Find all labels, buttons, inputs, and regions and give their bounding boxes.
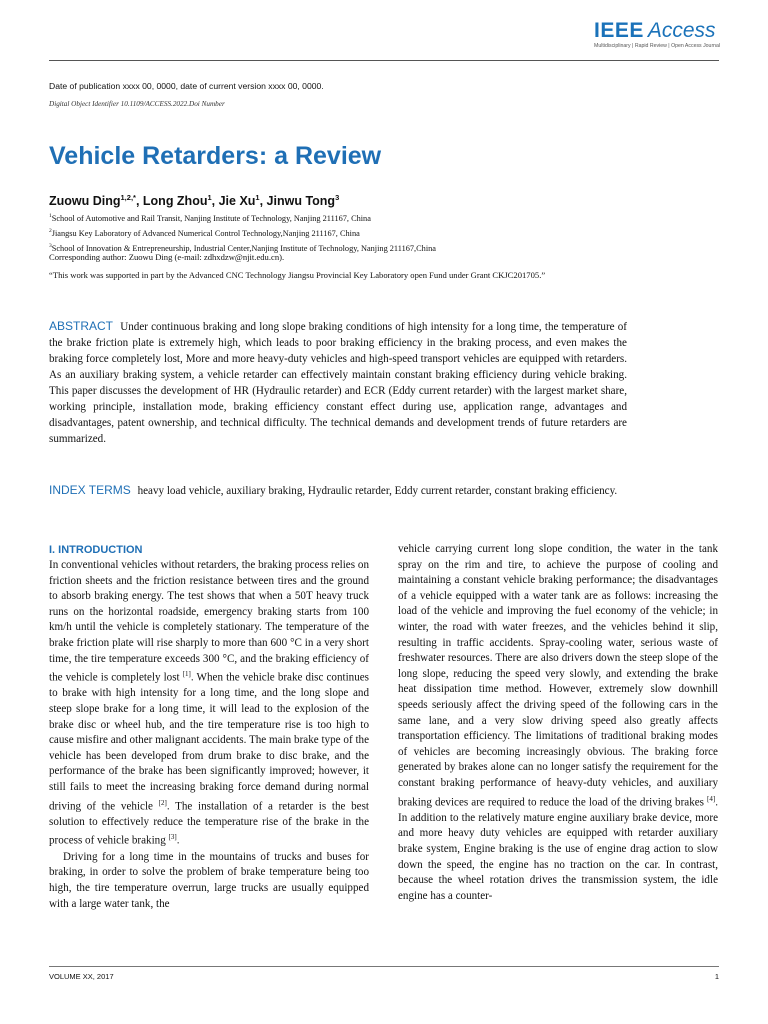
abstract-heading: ABSTRACT <box>49 319 114 333</box>
affiliation-text: School of Automotive and Rail Transit, Nanjing Institute of Technology, Nanjing 211167, China <box>51 213 371 223</box>
corresponding-author: Corresponding author: Zuowu Ding (e-mail: zdhxdzw@njit.edu.cn). <box>49 252 285 262</box>
author-affiliation-mark: 1 <box>207 193 212 202</box>
paragraph <box>398 542 718 904</box>
abstract-text: Under continuous braking and long slope braking conditions of high intensity for a long time, the temperature of the brake friction plate is extremely high, which leads to poor braking efficiency in the braking process, and even makes the braking force completely lost, More and more heavy-duty vehicles and high-speed transport vehicles are equipped with retarders. As an auxiliary braking system, a vehicle retarder can effectively maintain constant braking efficiency during vehicle braking. This paper discusses the development of HR (Hydraulic retarder) and ECR (Eddy current retarder) with the largest market share, working principle, installation mode, braking efficiency constant effect during use, application range, advantages and disadvantages, patent ownership, and technical difficulty. The technical demands and development trends of future retarders are summarized. <box>49 321 628 445</box>
index-terms-heading: INDEX TERMS <box>49 483 131 497</box>
author-list: Zuowu Ding$^{1,2,*}$, Long Zhou$^1$, Jie Xu$^1$, Jinwu Tong$^3$ <box>49 193 340 209</box>
author-affiliation-mark: 1,2,* <box>120 193 136 202</box>
logo-tagline: Multidisciplinary | Rapid Review | Open Access Journal <box>594 43 721 49</box>
header-divider <box>49 60 719 61</box>
citation-link[interactable]: [4] <box>707 794 716 803</box>
paragraph-text: vehicle carrying current long slope condition, the water in the tank spray on the rim and tire, to achieve the purpose of cooling and maintaining a constant vehicle braking performance; the disadvantages of a vehicle equipped with a water tank are as follows: increasing the load of the vehicle and improving the fuel economy of the vehicle; in winter, the road with water freezes, and the vehicles behind it slip, resulting in traffic accidents. Spray-cooling water, serious waste of freshwater resources. There are also drivers down the steep slope of the long slope, reducing the speed very slowly, and extending the brake heat dissipation time method. However, extremely slow downhill speeds seriously affect the driving speed of the following cars in the same lane, and a very slow driving speed also greatly affects transportation efficiency. The limitations of traditional braking modes of vehicles are becoming increasingly obvious. The braking force generated by brakes alone can no longer satisfy the requirement for the constant braking performance of heavy-duty vehicles, and auxiliary braking devices are required to reduce the load of the driving brakes <box>398 543 718 809</box>
paragraph-text: . When the vehicle brake disc continues to brake with high intensity for a long time, and the long slope and steep slope brake for a long time, it will lead to the explosion of the brake disc or wheel hub, and the tire temperature rise is too high to cause misfire and other malignant accidents. The main brake type of the vehicle has been developed from drum brake to disc brake, and the performance of the brake has been significantly improved; however, it still fails to meet the increasing braking force demand during normal driving of the vehicle <box>49 671 369 813</box>
affiliation-mark: 1 <box>49 213 52 219</box>
logo-access-text: Access <box>647 19 716 42</box>
author-affiliation-mark: 1 <box>255 193 260 202</box>
logo-ieee-text: IEEE <box>594 19 644 42</box>
author-name: Jinwu Tong <box>266 194 336 209</box>
affiliation-text: School of Innovation & Entrepreneurship, Industrial Center,Nanjing Institute of Technology, Nanjing 211167,China <box>51 243 436 253</box>
author-name: Long Zhou <box>142 194 208 209</box>
body-column-left <box>49 558 369 912</box>
journal-logo <box>594 20 724 54</box>
citation-link[interactable]: [3] <box>168 833 177 842</box>
section-heading: I. INTRODUCTION <box>49 544 143 556</box>
paper-title: Vehicle Retarders: a Review <box>49 142 382 170</box>
citation-link[interactable]: [1] <box>182 670 191 679</box>
index-terms-text: heavy load vehicle, auxiliary braking, Hydraulic retarder, Eddy current retarder, constant braking efficiency. <box>137 485 618 497</box>
citation-link[interactable]: [2] <box>158 798 167 807</box>
affiliation-mark: 3 <box>49 242 52 249</box>
funding-note: “This work was supported in part by the Advanced CNC Technology Jiangsu Provincial Key Laboratory open Fund under Grant CKJC201705.” <box>49 270 546 280</box>
paragraph: Driving for a long time in the mountains of trucks and buses for braking, in order to solve the problem of brake temperature being too high, the tire temperature overrun, large trucks are usually equipped with a large water tank, the <box>49 850 369 910</box>
publication-date: Date of publication xxxx 00, 0000, date of current version xxxx 00, 0000. <box>49 81 324 91</box>
paragraph-text: . In addition to the relatively mature engine auxiliary brake device, more and more heavy duty vehicles are equipped with retarder auxiliary brake system, Engine braking is the use of engine drag action to slow down the speed, the engine has no traction on the car. In contrast, because the wheel rotation drives the transmission system, the idle engine has a counter- <box>398 796 718 902</box>
paragraph-text: . The installation of a retarder is the best solution to effectively reduce the temperature rise of the brake in the process of vehicle braking <box>49 800 370 848</box>
paragraph-text: In conventional vehicles without retarders, the braking process relies on friction sheets and the friction resistance between tires and the ground to absorb braking energy. The test shows that when a 50T heavy truck runs on the horizontal roadside, emergency braking starts from 100 km/h until the vehicle is completely stationary. The temperature of the brake friction plate will rise sharply to more than 600 °C in a very short time, the tire temperature exceeds 300 °C, and the braking efficiency of the vehicle is completely lost <box>49 559 369 684</box>
body-column-right <box>398 542 718 904</box>
affiliation-list <box>49 210 436 254</box>
author-name: Jie Xu <box>218 194 256 209</box>
paragraph-text: . <box>176 835 180 848</box>
doi-line: Digital Object Identifier 10.1109/ACCESS.2022.Doi Number <box>49 100 225 108</box>
index-terms-block <box>49 482 627 499</box>
affiliation-text: Jiangsu Key Laboratory of Advanced Numerical Control Technology,Nanjing 211167, China <box>51 228 360 238</box>
footer-volume: VOLUME XX, 2017 <box>49 972 114 981</box>
paragraph <box>49 558 369 850</box>
affiliation-item <box>49 210 436 225</box>
affiliation-item <box>49 225 436 240</box>
footer-divider <box>49 966 719 967</box>
page-number: 1 <box>714 972 719 981</box>
author-affiliation-mark: 3 <box>335 193 340 202</box>
author-name: Zuowu Ding <box>49 194 121 209</box>
affiliation-mark: 2 <box>49 227 52 234</box>
abstract-block <box>49 318 627 447</box>
logo-wordmark <box>594 20 724 42</box>
